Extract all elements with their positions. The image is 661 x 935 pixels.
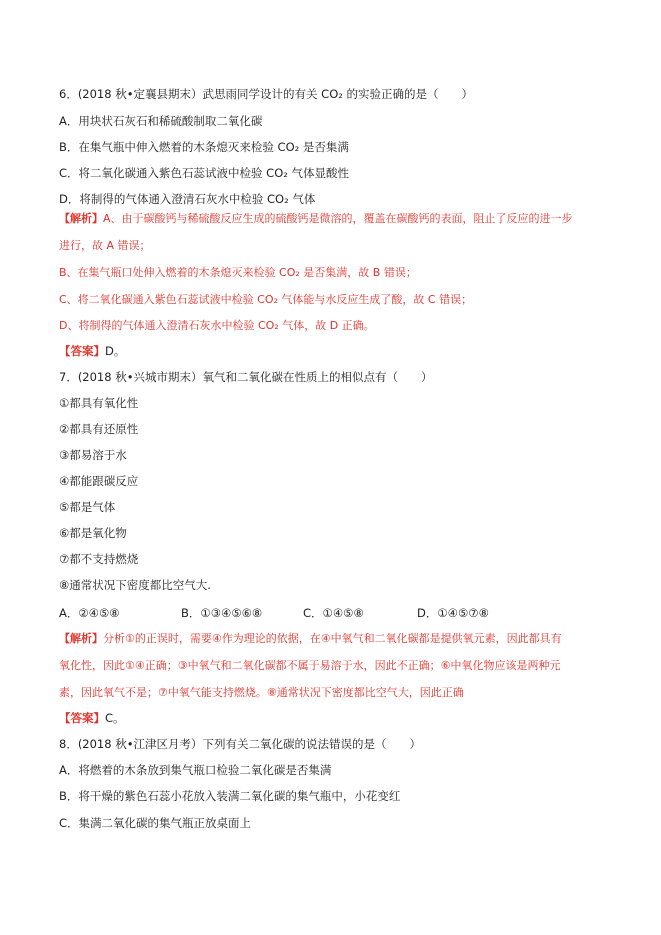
q6-analysis-line-4: C、将二氧化碳通入紫色石蕊试液中检验 CO₂ 气体能与水反应生成了酸，故 C 错误； (59, 293, 473, 306)
q8-stem: 8．(2018 秋•江津区月考）下列有关二氧化碳的说法错误的是（ ） (59, 737, 422, 751)
q7-analysis-tag: 【解析】 (59, 632, 103, 645)
q6-analysis-text-1: A、由于碳酸钙与稀硫酸反应生成的硫酸钙是微溶的，覆盖在碳酸钙的表面，阻止了反应的进一步 (103, 212, 573, 225)
q7-choice-c: C．①④⑤⑧ (303, 606, 364, 620)
q7-item-1: ①都具有氧化性 (59, 396, 139, 410)
q7-choice-a: A．②④⑤⑧ (59, 606, 120, 620)
q7-analysis-line-2: 氧化性，因此①④正确；③中氧气和二氧化碳都不属于易溶于水，因此不正确；⑥中氧化物应该是两种元 (59, 659, 561, 672)
q7-item-2: ②都具有还原性 (59, 422, 139, 436)
q6-answer-value: D。 (105, 344, 126, 358)
q6-stem: 6．(2018 秋•定襄县期末）武思雨同学设计的有关 CO₂ 的实验正确的是（ ） (59, 87, 474, 101)
q7-analysis-line-3: 素，因此氧气不是；⑦中氧气能支持燃烧。⑧通常状况下密度都比空气大，因此正确 (59, 686, 464, 699)
q6-analysis-line-3: B、在集气瓶口处伸入燃着的木条熄灭来检验 CO₂ 是否集满，故 B 错误； (59, 266, 417, 279)
q8-option-a: A．将燃着的木条放到集气瓶口检验二氧化碳是否集满 (59, 763, 332, 777)
q7-analysis-text-1: 分析①的正误时，需要④作为理论的依据，在④中氧气和二氧化碳都是提供氧元素，因此都具有 (103, 632, 562, 645)
q7-item-3: ③都易溶于水 (59, 448, 127, 462)
q6-option-b: B．在集气瓶中伸入燃着的木条熄灭来检验 CO₂ 是否集满 (59, 140, 349, 154)
q7-stem: 7．(2018 秋•兴城市期末）氧气和二氧化碳在性质上的相似点有（ ） (59, 370, 433, 384)
q7-choice-b: B．①③④⑤⑥⑧ (181, 606, 263, 620)
q6-option-c: C．将二氧化碳通入紫色石蕊试液中检验 CO₂ 气体显酸性 (59, 166, 350, 180)
q6-answer (59, 344, 125, 358)
q6-option-a: A．用块状石灰石和稀硫酸制取二氧化碳 (59, 114, 263, 128)
q6-analysis-line-5: D、将制得的气体通入澄清石灰水中检验 CO₂ 气体，故 D 正确。 (59, 319, 375, 332)
q7-item-8: ⑧通常状况下密度都比空气大. (59, 578, 211, 592)
q6-answer-tag: 【答案】 (59, 344, 105, 358)
q7-item-4: ④都能跟碳反应 (59, 474, 139, 488)
q7-answer (59, 711, 125, 725)
q7-answer-value: C。 (105, 711, 125, 725)
q6-analysis-tag: 【解析】 (59, 212, 103, 225)
q7-item-5: ⑤都是气体 (59, 500, 116, 514)
q6-analysis-line-2: 进行，故 A 错误； (59, 239, 151, 252)
q7-item-6: ⑥都是氧化物 (59, 526, 127, 540)
q7-answer-tag: 【答案】 (59, 711, 105, 725)
q7-choices (59, 606, 489, 620)
q7-choice-d: D．①④⑤⑦⑧ (417, 606, 489, 620)
q6-option-d: D．将制得的气体通入澄清石灰水中检验 CO₂ 气体 (59, 192, 316, 206)
q8-option-c: C．集满二氧化碳的集气瓶正放桌面上 (59, 816, 252, 830)
q6-analysis-line-1 (59, 212, 573, 226)
q7-item-7: ⑦都不支持燃烧 (59, 552, 139, 566)
q8-option-b: B．将干燥的紫色石蕊小花放入装满二氧化碳的集气瓶中，小花变红 (59, 789, 401, 803)
q7-analysis-line-1 (59, 632, 562, 646)
